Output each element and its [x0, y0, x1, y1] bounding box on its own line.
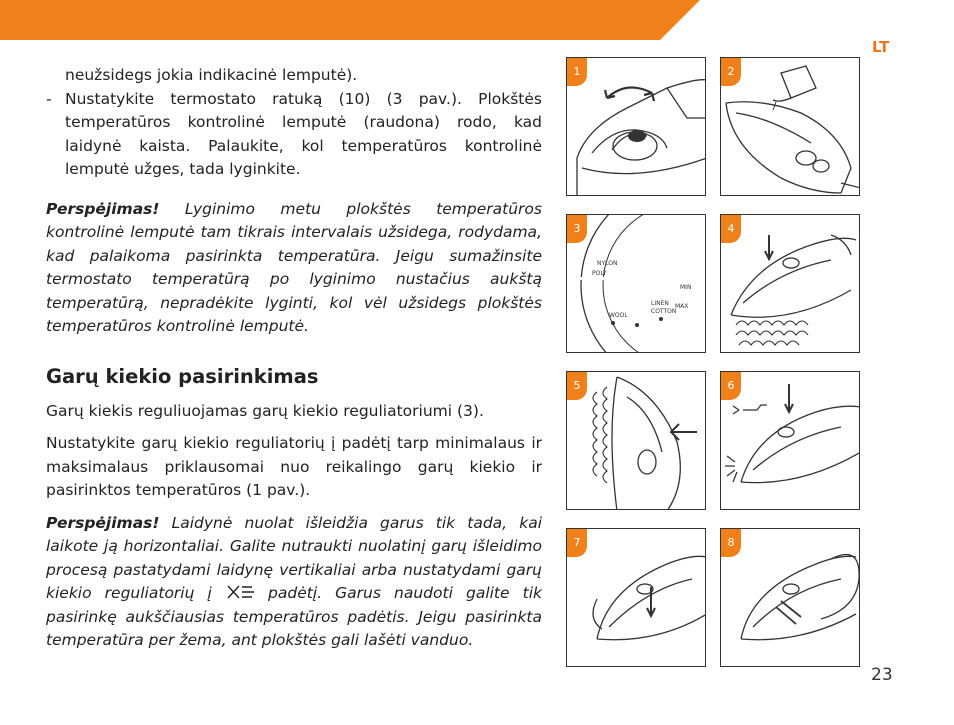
page-number: 23 — [871, 665, 893, 685]
warning-label-1: Perspėjimas! — [46, 199, 160, 218]
iron-self-clean-illustration — [567, 529, 706, 667]
figure-number: 2 — [721, 58, 741, 86]
iron-steam-burst-illustration — [721, 215, 860, 353]
figure-number: 5 — [567, 372, 587, 400]
figure-number: 1 — [567, 58, 587, 86]
figure-number: 6 — [721, 372, 741, 400]
figure-number: 7 — [567, 529, 587, 557]
warning-text-2b: padėtį. Garus naudoti galite tik pasirinkę aukščiausias temperatūros padėtis. Jeigu pasirinkta temperatūra per žema, ant plokštės gali lašėti vanduo. — [46, 584, 543, 649]
dial-poly-label: POLY — [592, 270, 607, 277]
figure-5 — [566, 371, 706, 510]
figure-number: 3 — [567, 215, 587, 243]
dial-min-label: MIN — [680, 284, 692, 291]
iron-steam-dial-illustration — [567, 58, 706, 196]
section-title: Garų kiekio pasirinkimas — [46, 364, 319, 388]
figure-8 — [720, 528, 860, 667]
steam-paragraph-1: Garų kiekis reguliuojamas garų kiekio reguliatoriumi (3). — [46, 401, 484, 420]
iron-vertical-steam-illustration — [567, 372, 706, 510]
warning-label-2: Perspėjimas! — [46, 513, 160, 532]
dial-max-label: MAX — [675, 303, 689, 310]
steam-paragraph-2: Nustatykite garų kiekio reguliatorių į padėtį tarp minimalaus ir maksimalaus priklausomai nuo reikalingo garų kiekio ir pasirinktos temperatūros (1 pav.). — [46, 434, 542, 499]
continuation-text: neužsidegs jokia indikacinė lemputė). — [65, 66, 358, 84]
iron-spray-illustration — [721, 372, 860, 510]
header-orange-bar — [0, 0, 700, 40]
figure-4 — [720, 214, 860, 353]
warning-paragraph-2 — [46, 512, 542, 653]
figure-1 — [566, 57, 706, 196]
warning-text-1: Lyginimo metu plokštės temperatūros kontrolinė lemputė tam tikrais intervalais užsidega, rodydama, kad palaikoma pasirinkta temperatūra. Jeigu sumažinsite termostato temperatūrą po lyginimo nustačius aukštą temperatūrą, nepradėkite lyginti, kol vėl užsidegs plokštės temperatūros kontrolinė lemputė. — [46, 199, 542, 335]
text-column — [46, 64, 542, 653]
steam-off-icon — [225, 583, 255, 601]
dial-linen-label: LINEN — [651, 300, 669, 307]
language-label: LT — [872, 38, 890, 56]
figure-7 — [566, 528, 706, 667]
iron-filling-water-illustration — [721, 58, 860, 196]
figure-number: 4 — [721, 215, 741, 243]
dial-nylon-label: NYLON — [597, 260, 618, 267]
thermostat-dial-illustration — [567, 215, 706, 353]
dial-wool-label: WOOL — [609, 312, 628, 319]
figure-3 — [566, 214, 706, 353]
thermostat-bullet — [46, 88, 542, 182]
figure-2 — [720, 57, 860, 196]
warning-paragraph-1 — [46, 198, 542, 339]
dial-cotton-label: COTTON — [651, 308, 677, 315]
warning-text-2a: Laidynė nuolat išleidžia garus tik tada, kai laikote ją horizontaliai. Galite nutraukti nuolatinį garų išleidimo procesą pastatydami laidynę vertikaliai arba nustatydami garų kiekio reguliatorių į — [46, 513, 542, 602]
figure-number: 8 — [721, 529, 741, 557]
bullet-dash: - — [46, 89, 52, 108]
figure-6 — [720, 371, 860, 510]
iron-cord-storage-illustration — [721, 529, 860, 667]
bullet-text: Nustatykite termostato ratuką (10) (3 pav.). Plokštės temperatūros kontrolinė lemputė (raudona) rodo, kad laidynė kaista. Palaukite, kol temperatūros kontrolinė lemputė užges, tada lyginkite. — [65, 89, 542, 178]
